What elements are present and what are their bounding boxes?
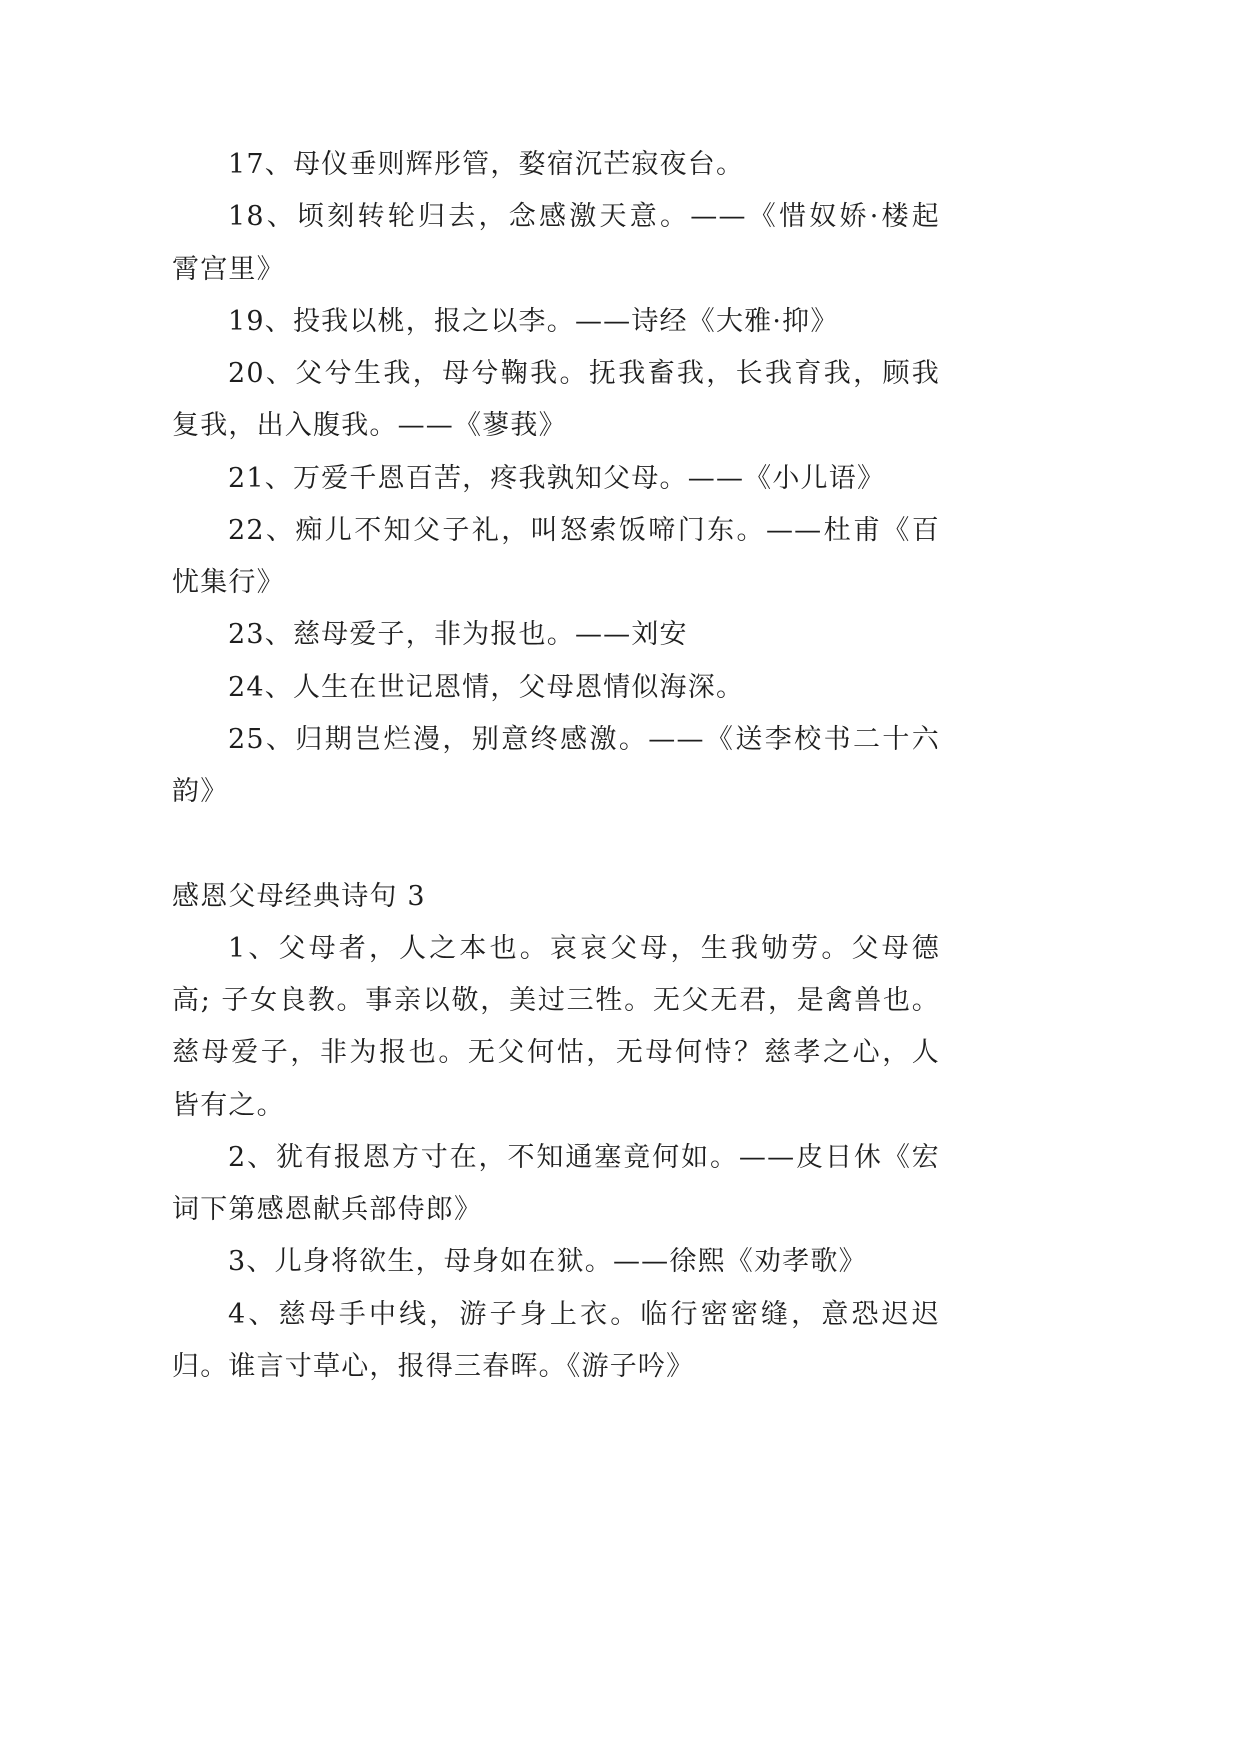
quote-line: 23、慈母爱子，非为报也。——刘安 <box>228 619 688 651</box>
quote-line: 归。谁言寸草心，报得三春晖。《游子吟》 <box>172 1350 695 1382</box>
quote-item <box>172 923 940 1132</box>
quote-item <box>172 453 940 505</box>
quote-line: 皆有之。 <box>172 1089 285 1121</box>
quote-line: 2、犹有报恩方寸在，不知通塞竟何如。——皮日休《宏 <box>228 1141 940 1173</box>
quote-item <box>172 609 940 661</box>
quote-item <box>172 1289 940 1394</box>
quote-list <box>172 139 940 818</box>
quote-line: 25、归期岂烂漫，别意终感激。——《送李校书二十六 <box>228 723 940 755</box>
quote-item <box>172 1236 940 1288</box>
quote-line: 19、投我以桃，报之以李。——诗经《大雅·抑》 <box>228 305 839 337</box>
quote-item <box>172 191 940 296</box>
quote-item <box>172 139 940 191</box>
quote-line: 18、顷刻转轮归去，念感激天意。——《惜奴娇·楼起 <box>228 201 940 233</box>
quote-line: 4、慈母手中线，游子身上衣。临行密密缝，意恐迟迟 <box>228 1298 940 1330</box>
quote-line: 24、人生在世记恩情，父母恩情似海深。 <box>228 671 745 703</box>
quote-line: 17、母仪垂则辉彤管，婺宿沉芒寂夜台。 <box>228 149 745 180</box>
quote-line: 霄宫里》 <box>172 253 285 285</box>
quote-line: 1、父母者，人之本也。哀哀父母，生我劬劳。父母德 <box>228 932 940 964</box>
quote-line: 高; 子女良教。事亲以敬，美过三牲。无父无君，是禽兽也。 <box>172 985 940 1016</box>
section-heading: 感恩父母经典诗句 3 <box>172 880 426 912</box>
quote-line: 词下第感恩献兵部侍郎》 <box>172 1194 483 1225</box>
quote-line: 22、痴儿不知父子礼，叫怒索饭啼门东。——杜甫《百 <box>228 514 940 546</box>
quote-item <box>172 1132 940 1237</box>
quote-item <box>172 348 940 453</box>
quote-item <box>172 296 940 348</box>
quote-line: 慈母爱子，非为报也。无父何怙，无母何恃？慈孝之心，人 <box>172 1037 940 1069</box>
quote-line: 3、儿身将欲生，母身如在狱。——徐熙《劝孝歌》 <box>228 1246 867 1278</box>
quote-item <box>172 714 940 819</box>
quote-list <box>172 923 940 1393</box>
quote-line: 20、父兮生我，母兮鞠我。抚我畜我，长我育我，顾我 <box>228 358 940 389</box>
quote-line: 忧集行》 <box>172 567 285 598</box>
quote-item <box>172 662 940 714</box>
document-page <box>172 139 940 1393</box>
quote-line: 复我，出入腹我。——《蓼莪》 <box>172 410 567 442</box>
quote-line: 21、万爱千恩百苦，疼我孰知父母。——《小儿语》 <box>228 462 886 494</box>
quote-item <box>172 505 940 610</box>
quote-line: 韵》 <box>172 776 229 807</box>
